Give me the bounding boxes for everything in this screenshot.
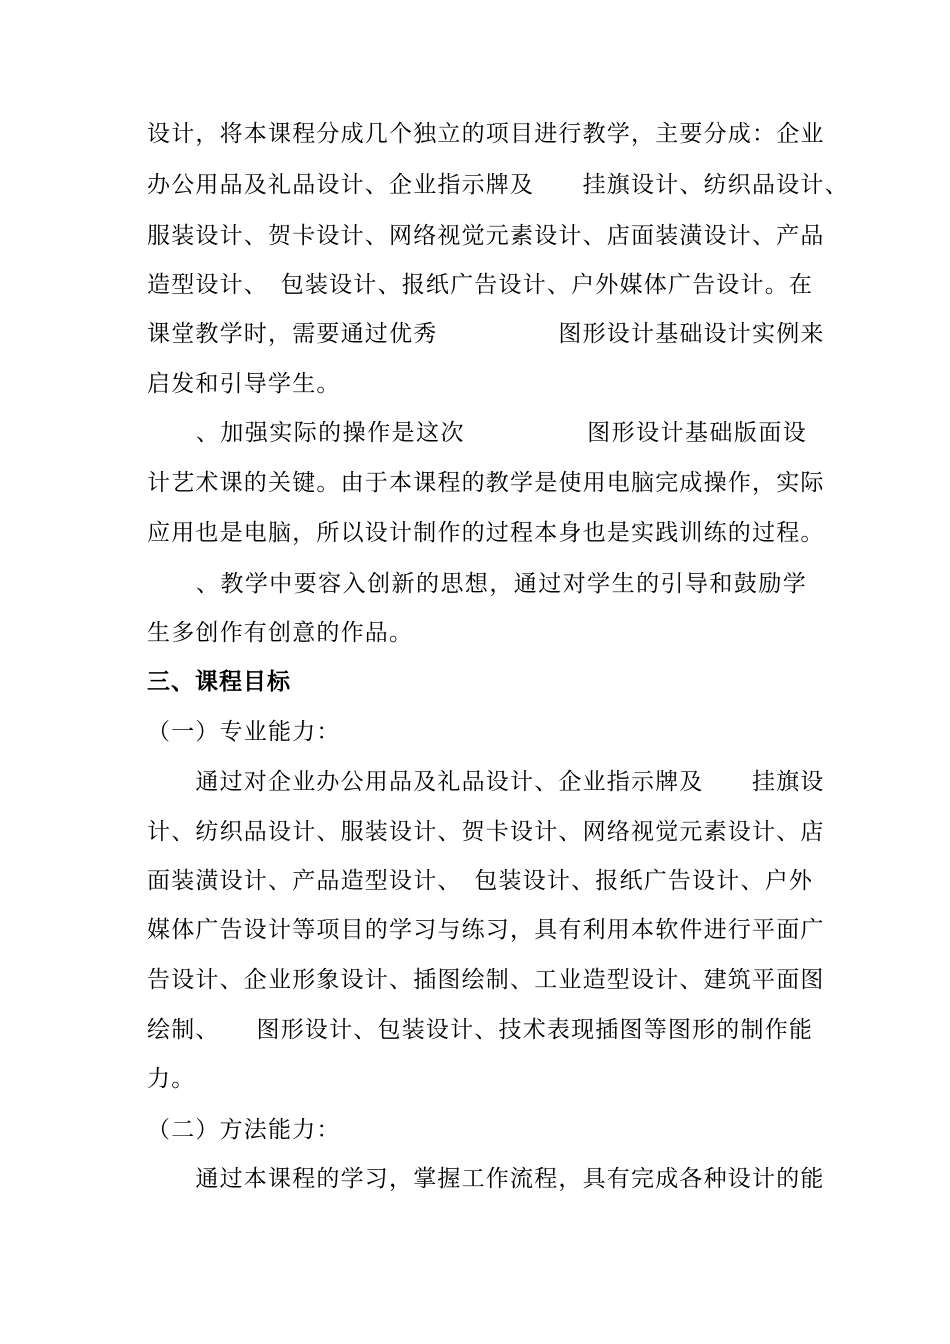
paragraph-line: 生多创作有创意的作品。: [147, 620, 414, 646]
paragraph-line: 力。: [147, 1066, 196, 1092]
subsection-heading: （二）方法能力：: [147, 1117, 341, 1143]
paragraph-line: 设计，将本课程分成几个独立的项目进行教学，主要分成：企业: [147, 121, 825, 147]
paragraph-line: 办公用品及礼品设计、企业指示牌及 挂旗设计、纺织品设计、: [147, 172, 849, 198]
paragraph-line: 课堂教学时，需要通过优秀 图形设计基础设计实例来: [147, 321, 825, 347]
paragraph-line: 、教学中要容入创新的思想，通过对学生的引导和鼓励学: [147, 571, 807, 597]
paragraph-line: 通过本课程的学习，掌握工作流程，具有完成各种设计的能: [147, 1166, 825, 1192]
paragraph-line: 计艺术课的关键。由于本课程的教学是使用电脑完成操作，实际: [147, 470, 825, 496]
paragraph-line: 启发和引导学生。: [147, 371, 341, 397]
paragraph-line: 媒体广告设计等项目的学习与练习，具有利用本软件进行平面广: [147, 917, 825, 943]
paragraph-line: 计、纺织品设计、服装设计、贺卡设计、网络视觉元素设计、店: [147, 819, 825, 845]
paragraph-line: 通过对企业办公用品及礼品设计、企业指示牌及 挂旗设: [147, 769, 825, 795]
paragraph-line: 造型设计、 包装设计、报纸广告设计、户外媒体广告设计。在: [147, 272, 814, 298]
paragraph-line: 应用也是电脑，所以设计制作的过程本身也是实践训练的过程。: [147, 520, 825, 546]
paragraph-line: 服装设计、贺卡设计、网络视觉元素设计、店面装潢设计、产品: [147, 223, 825, 249]
paragraph-line: 、加强实际的操作是这次 图形设计基础版面设: [147, 420, 807, 446]
paragraph-line: 绘制、 图形设计、包装设计、技术表现插图等图形的制作能: [147, 1017, 814, 1043]
subsection-heading: （一）专业能力：: [147, 719, 341, 745]
section-heading: 三、课程目标: [147, 669, 291, 695]
paragraph-line: 面装潢设计、产品造型设计、 包装设计、报纸广告设计、户外: [147, 868, 814, 894]
paragraph-line: 告设计、企业形象设计、插图绘制、工业造型设计、建筑平面图: [147, 967, 825, 993]
